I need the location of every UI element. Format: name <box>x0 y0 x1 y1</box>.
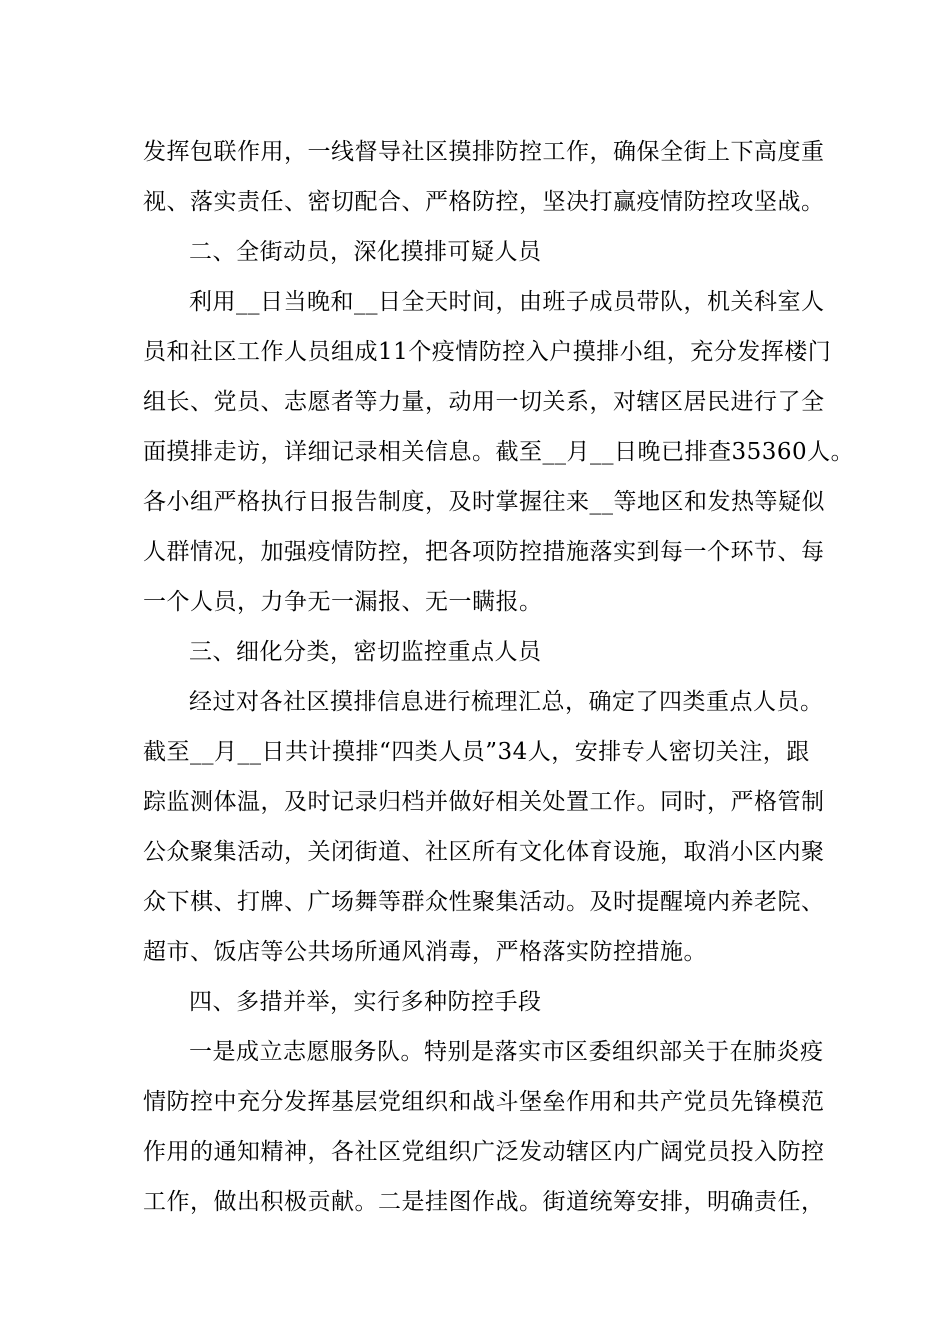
paragraph-line: 面摸排走访，详细记录相关信息。截至__月__日晚已排查35360人。 <box>143 439 855 465</box>
section-heading: 三、细化分类，密切监控重点人员 <box>189 639 542 665</box>
paragraph-line: 情防控中充分发挥基层党组织和战斗堡垒作用和共产党员先锋模范 <box>143 1089 825 1115</box>
paragraph-line: 发挥包联作用，一线督导社区摸排防控工作，确保全街上下高度重 <box>143 139 825 165</box>
paragraph-line: 人群情况，加强疫情防控，把各项防控措施落实到每一个环节、每 <box>143 539 825 565</box>
paragraph-line: 作用的通知精神，各社区党组织广泛发动辖区内广阔党员投入防控 <box>143 1139 825 1165</box>
paragraph-line: 超市、饭店等公共场所通风消毒，严格落实防控措施。 <box>143 939 707 965</box>
paragraph-line: 众下棋、打牌、广场舞等群众性聚集活动。及时提醒境内养老院、 <box>143 889 825 915</box>
paragraph-line: 踪监测体温，及时记录归档并做好相关处置工作。同时，严格管制 <box>143 789 825 815</box>
paragraph-line: 一个人员，力争无一漏报、无一瞒报。 <box>143 589 543 615</box>
paragraph-line: 公众聚集活动，关闭街道、社区所有文化体育设施，取消小区内聚 <box>143 839 825 865</box>
paragraph-line: 一是成立志愿服务队。特别是落实市区委组织部关于在肺炎疫 <box>189 1039 824 1065</box>
paragraph-line: 各小组严格执行日报告制度，及时掌握往来__等地区和发热等疑似 <box>143 489 825 515</box>
paragraph-line: 利用__日当晚和__日全天时间，由班子成员带队，机关科室人 <box>189 289 825 315</box>
section-heading: 四、多措并举，实行多种防控手段 <box>189 989 542 1015</box>
paragraph-line: 视、落实责任、密切配合、严格防控，坚决打赢疫情防控攻坚战。 <box>143 189 825 215</box>
paragraph-line: 工作，做出积极贡献。二是挂图作战。街道统筹安排，明确责任， <box>143 1189 825 1215</box>
paragraph-line: 员和社区工作人员组成11个疫情防控入户摸排小组，充分发挥楼门 <box>143 339 832 365</box>
paragraph-line: 经过对各社区摸排信息进行梳理汇总，确定了四类重点人员。 <box>189 689 824 715</box>
section-heading: 二、全街动员，深化摸排可疑人员 <box>189 239 542 265</box>
paragraph-line: 截至__月__日共计摸排“四类人员”34人，安排专人密切关注，跟 <box>143 739 810 765</box>
paragraph-line: 组长、党员、志愿者等力量，动用一切关系，对辖区居民进行了全 <box>143 389 825 415</box>
